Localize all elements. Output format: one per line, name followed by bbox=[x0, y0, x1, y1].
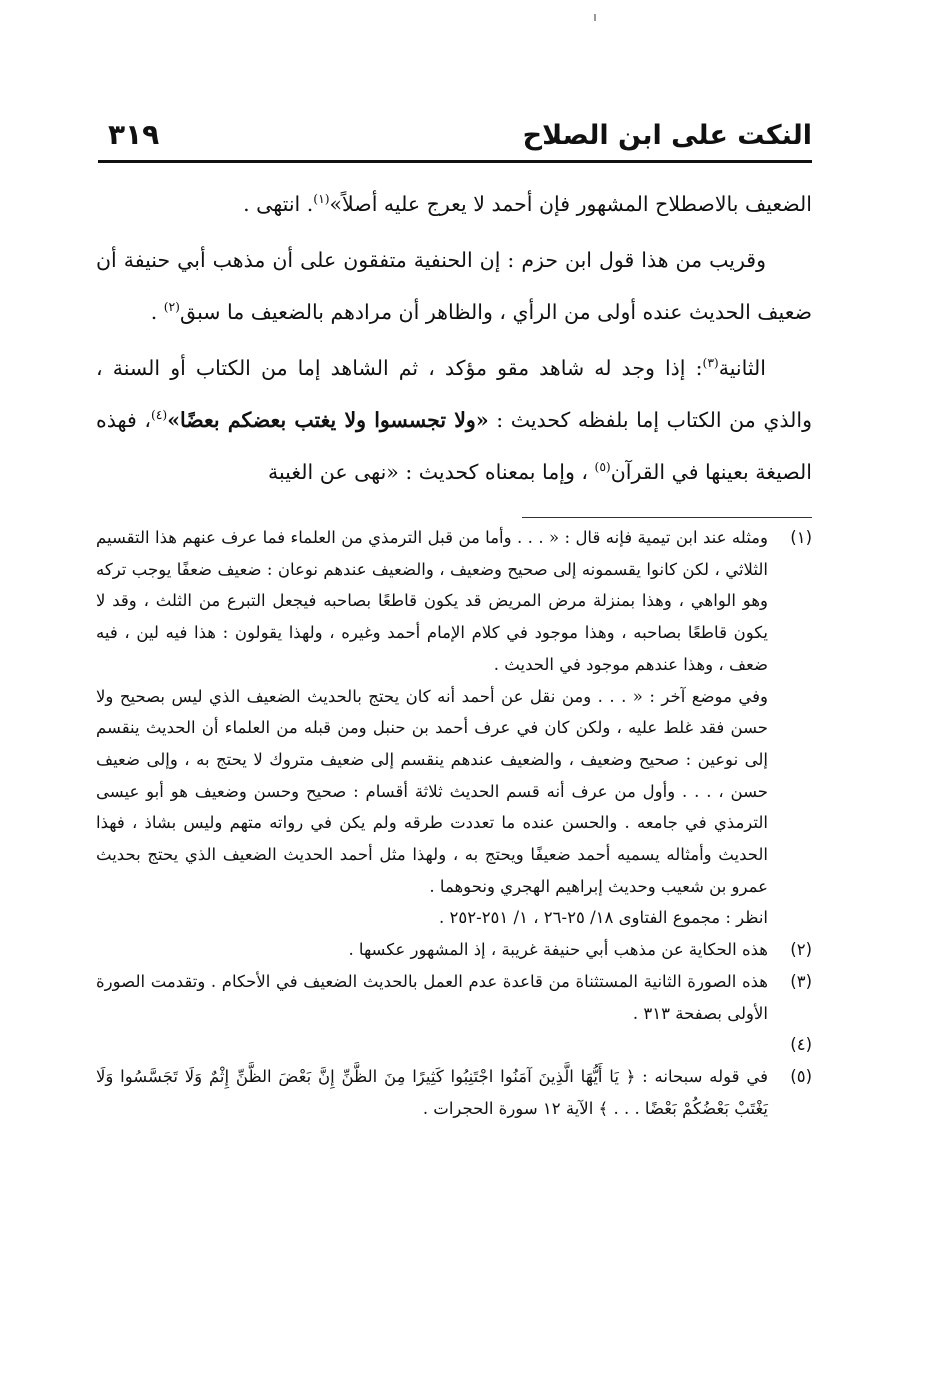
footnote-ref-4: (٤) bbox=[150, 408, 168, 423]
footnote-number: (٥) bbox=[790, 1066, 812, 1086]
footnote-ref-1: (١) bbox=[313, 192, 330, 207]
page-number: ٣١٩ bbox=[108, 118, 160, 151]
main-text bbox=[96, 178, 812, 498]
footnote-text: هذه الصورة الثانية المستثناة من قاعدة عدم العمل بالحديث الضعيف في الأحكام . وتقدمت الصورة الأولى بصفحة ٣١٣ . bbox=[96, 971, 768, 1023]
header-rule bbox=[98, 160, 812, 163]
footnote-4 bbox=[96, 1029, 812, 1061]
footnote-number: (١) bbox=[790, 528, 812, 547]
footnote-2 bbox=[96, 934, 812, 966]
footnote-ref-5: (٥) bbox=[594, 460, 611, 475]
footnote-ref-3: (٣) bbox=[702, 356, 719, 371]
running-title: النكت على ابن الصلاح bbox=[522, 120, 812, 151]
paragraph-2: وقريب من هذا قول ابن حزم : إن الحنفية متفقون على أن مذهب أبي حنيفة أن ضعيف الحديث عنده أولى من الرأي ، والظاهر أن مرادهم بالضعيف ما سبق$^{(٢)}$ . bbox=[96, 248, 812, 324]
paragraph-1: الضعيف بالاصطلاح المشهور فإن أحمد لا يعرج عليه أصلاً»$^{(١)}$. انتهى . bbox=[243, 192, 812, 216]
footnotes bbox=[96, 522, 812, 1124]
footnote-number: (٢) bbox=[790, 940, 812, 960]
footnote-text: هذه الحكاية عن مذهب أبي حنيفة غريبة ، إذ المشهور عكسها . bbox=[348, 940, 768, 960]
footnote-1 bbox=[96, 522, 812, 934]
footnote-3 bbox=[96, 966, 812, 1029]
page-header bbox=[96, 112, 812, 160]
footnote-rule bbox=[522, 517, 812, 518]
footnote-text: ومثله عند ابن تيمية فإنه قال : « . . . وأما من قبل الترمذي من العلماء فما عرف عنهم هذا التقسيم الثلاثي ، لكن كانوا يقسمونه إلى صحيح وضعيف ، والضعيف عندهم نوعان : ضعيف ضعفًا يوجب تركه وهو الواهي ، وهذا بمنزلة مرض المريض قد يكون قاطعًا بصاحبه فيجعل التبرع من الثلث ، وقد لا يكون قاطعًا بصاحبه ، وهذا موجود في كلام الإمام أحمد وغيره ، ولهذا يقولون : هذا فيه لين ، فيه ضعف ، وهذا عندهم موجود في الحديث . bbox=[96, 528, 768, 674]
paragraph-3: الثانية$^{(٣)}$: إذا وجد له شاهد مقو مؤكد ، ثم الشاهد إما من الكتاب أو السنة ، والذي من الكتاب إما بلفظه كحديث : «ولا تجسسوا ولا يغتب بعضكم بعضًا»$^{(٤)}$، فهذه الصيغة بعينها في القرآن$^{(٥)}$ ، وإما بمعناه كحديث : «نهى عن الغيبة bbox=[96, 356, 812, 484]
footnote-reference: انظر : مجموع الفتاوى ١٨/ ٢٥-٢٦ ، ١/ ٢٥١-٢٥٢ . bbox=[439, 908, 768, 928]
footnote-5 bbox=[96, 1061, 812, 1124]
footnote-number: (٣) bbox=[790, 971, 812, 991]
footnote-text: وفي موضع آخر : « . . . ومن نقل عن أحمد أنه كان يحتج بالحديث الضعيف الذي ليس بصحيح ولا حسن فقد غلط عليه ، ولكن كان في عرف أحمد بن حنبل ومن قبله من العلماء أن الحديث ينقسم إلى نوعين : صحيح وضعيف ، والضعيف عندهم ينقسم إلى ضعيف متروك لا يحتج به ، وإلى ضعيف حسن ، . . . وأول من عرف أنه قسم الحديث ثلاثة أقسام : صحيح وحسن وضعيف هو أبو عيسى الترمذي في جامعه . والحسن عنده ما تعددت طرقه ولم يكن في رواته متهم وليس بشاذ ، فهذا الحديث وأمثاله يسميه أحمد ضعيفًا ويحتج به ، ولهذا مثل أحمد الحديث الضعيف الذي يحتج بحديث عمرو بن شعيب وحديث إبراهيم الهجري ونحوهما . bbox=[96, 686, 768, 896]
footnote-ref-2: (٢) bbox=[163, 300, 180, 315]
footnote-text: في قوله سبحانه : ﴿ يَا أَيُّهَا الَّذِينَ آمَنُوا اجْتَنِبُوا كَثِيرًا مِنَ الظَّنِّ إِنَّ بَعْضَ الظَّنِّ إِثْمٌ وَلَا تَجَسَّسُوا وَلَا يَغْتَبْ بَعْضُكُمْ بَعْضًا . . . ﴾ الآية ١٢ سورة الحجرات . bbox=[96, 1066, 768, 1118]
hadith-quote: «ولا تجسسوا ولا يغتب بعضكم بعضًا» bbox=[167, 408, 489, 432]
scan-mark bbox=[594, 14, 596, 21]
footnote-number: (٤) bbox=[790, 1035, 812, 1055]
footnote-text bbox=[96, 1029, 768, 1061]
